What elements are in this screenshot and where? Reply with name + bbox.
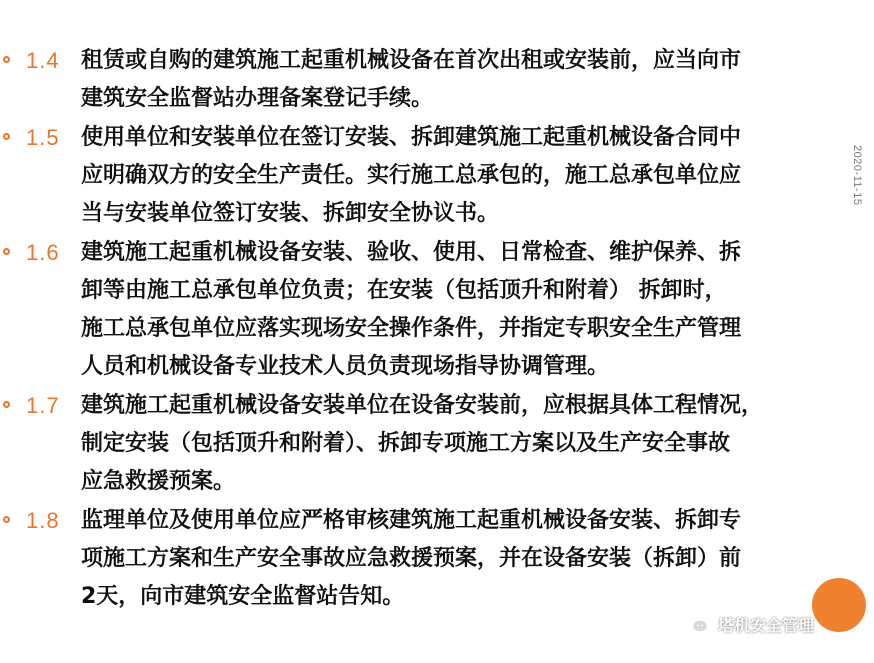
item-text <box>81 234 861 386</box>
item-line: 租赁或自购的建筑施工起重机械设备在首次出租或安装前，应当向市 <box>81 48 742 73</box>
item-line: 应急救援预案。 <box>81 469 236 494</box>
item-text <box>81 502 861 616</box>
list-item-1-4 <box>0 42 862 118</box>
item-number: 1.8 <box>26 508 60 533</box>
date-label: 2020-11-15 <box>851 145 863 206</box>
list-item-1-5 <box>0 119 862 233</box>
item-number: 1.5 <box>26 125 60 150</box>
item-line: 使用单位和安装单位在签订安装、拆卸建筑施工起重机械设备合同中 <box>81 125 742 150</box>
bullet-circle-icon <box>3 248 10 255</box>
item-text <box>81 387 861 501</box>
list-item-1-8 <box>0 502 862 616</box>
item-line: 监理单位及使用单位应严格审核建筑施工起重机械设备安装、拆卸专 <box>81 508 742 533</box>
regulation-list <box>0 42 862 616</box>
item-line: 人员和机械设备专业技术人员负责现场指导协调管理。 <box>81 354 610 379</box>
item-line: 建筑施工起重机械设备安装、验收、使用、日常检查、维护保养、拆 <box>81 240 742 265</box>
watermark-text: 塔机安全管理 <box>718 615 815 635</box>
item-number: 1.7 <box>26 393 60 418</box>
watermark <box>680 609 814 639</box>
item-line: 卸等由施工总承包单位负责；在安装（包括顶升和附着） 拆卸时， <box>81 278 727 303</box>
item-line: 制定安装（包括顶升和附着）、拆卸专项施工方案以及生产安全事故 <box>81 431 731 456</box>
item-line: 建筑安全监督站办理备案登记手续。 <box>81 86 434 111</box>
bullet-circle-icon <box>3 133 10 140</box>
item-number: 1.6 <box>26 240 60 265</box>
item-line: 2天，向市建筑安全监督站告知。 <box>81 584 405 609</box>
bullet-circle-icon <box>3 401 10 408</box>
item-number: 1.4 <box>26 48 60 73</box>
list-item-1-6 <box>0 234 862 386</box>
item-line: 项施工方案和生产安全事故应急救援预案，并在设备安装（拆卸）前 <box>81 546 742 571</box>
list-item-1-7 <box>0 387 862 501</box>
item-text <box>81 42 861 118</box>
item-line: 应明确双方的安全生产责任。实行施工总承包的，施工总承包单位应 <box>81 163 742 188</box>
item-line: 建筑施工起重机械设备安装单位在设备安装前，应根据具体工程情况， <box>81 393 764 418</box>
item-line: 当与安装单位签订安装、拆卸安全协议书。 <box>81 201 500 226</box>
bullet-circle-icon <box>3 516 10 523</box>
wechat-icon <box>680 614 710 634</box>
decorative-orange-circle <box>812 578 866 632</box>
item-text <box>81 119 861 233</box>
bullet-circle-icon <box>3 56 10 63</box>
item-line: 施工总承包单位应落实现场安全操作条件，并指定专职安全生产管理 <box>81 316 742 341</box>
